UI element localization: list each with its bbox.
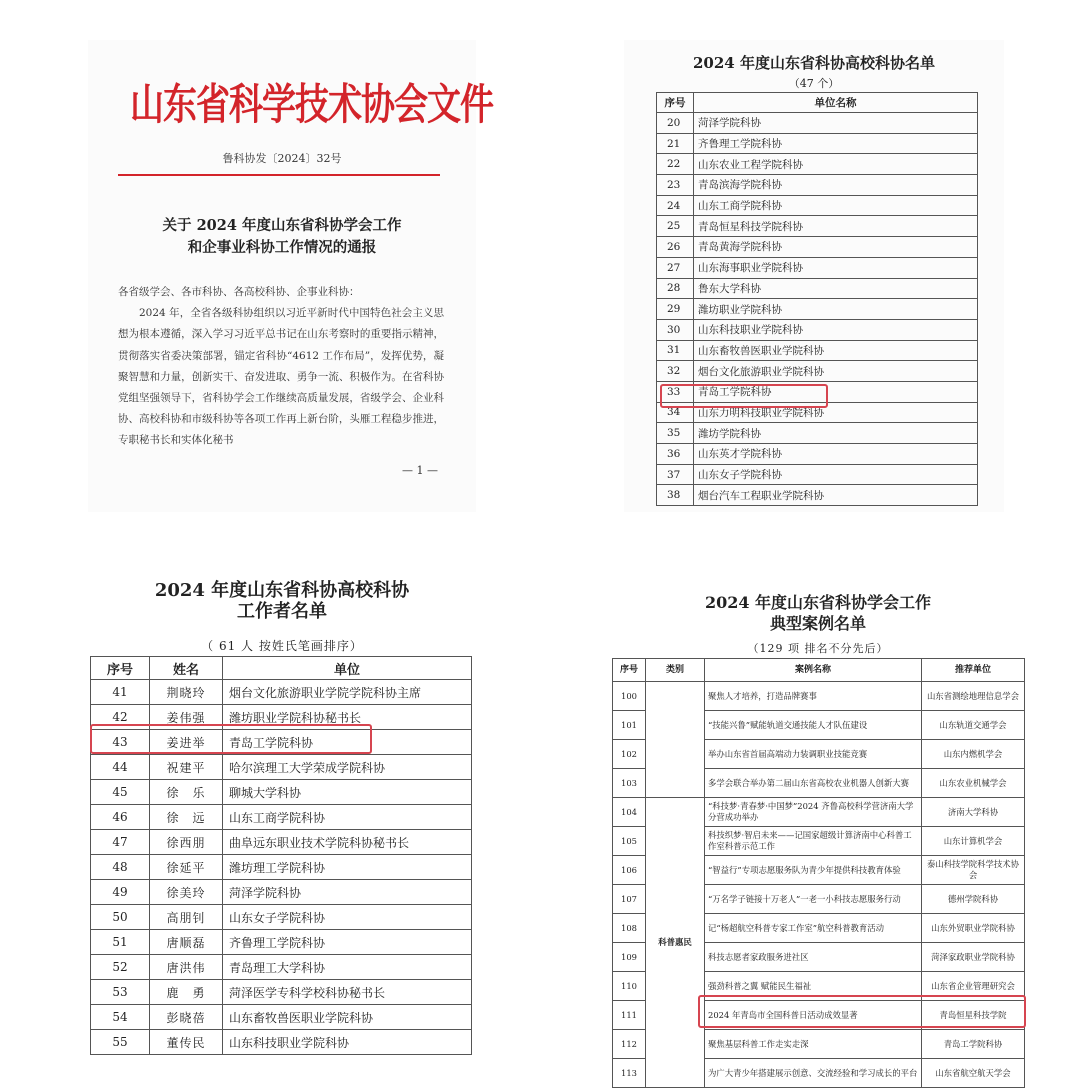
- col-cat-header: 类别: [646, 659, 705, 682]
- document-number: 鲁科协发〔2024〕32号: [222, 152, 342, 165]
- recommending-unit: 山东农业机械学会: [922, 769, 1025, 798]
- table-row: [657, 175, 978, 196]
- category-cell-empty: [646, 682, 705, 798]
- worker-unit: 山东畜牧兽医职业学院科协: [223, 1005, 472, 1030]
- row-number: 102: [613, 740, 646, 769]
- case-name: “智益行”专项志愿服务队为青少年提供科技教育体验: [705, 856, 922, 885]
- row-number: 108: [613, 914, 646, 943]
- row-number: 45: [91, 780, 150, 805]
- worker-unit: 山东女子学院科协: [223, 905, 472, 930]
- row-number: 21: [657, 133, 694, 154]
- category-cell: 科普惠民: [646, 798, 705, 1088]
- worker-unit: 潍坊理工学院科协: [223, 855, 472, 880]
- row-number: 47: [91, 830, 150, 855]
- college-name: 鲁东大学科协: [694, 278, 978, 299]
- table-row: [91, 855, 472, 880]
- worker-unit: 青岛工学院科协: [223, 730, 472, 755]
- college-name: 山东科技职业学院科协: [694, 319, 978, 340]
- title-line-1: 关于 2024 年度山东省科协学会工作: [162, 217, 402, 234]
- table-row: [657, 154, 978, 175]
- table-row: [657, 381, 978, 402]
- table-row: [657, 464, 978, 485]
- document-cover-panel: [88, 40, 493, 512]
- case-name: 举办山东省首届高端动力装调职业技能竞赛: [705, 740, 922, 769]
- recommending-unit: 山东省企业管理研究会: [922, 972, 1025, 1001]
- row-number: 27: [657, 257, 694, 278]
- row-number: 42: [91, 705, 150, 730]
- row-number: 31: [657, 340, 694, 361]
- row-number: 53: [91, 980, 150, 1005]
- case-name: 科技志愿者家政服务进社区: [705, 943, 922, 972]
- worker-name: 唐洪伟: [150, 955, 223, 980]
- worker-unit: 哈尔滨理工大学荣成学院科协: [223, 755, 472, 780]
- table-row: [657, 257, 978, 278]
- worker-name: 高朋钊: [150, 905, 223, 930]
- recommending-unit: 德州学院科协: [922, 885, 1025, 914]
- worker-unit: 青岛理工大学科协: [223, 955, 472, 980]
- row-number: 106: [613, 856, 646, 885]
- case-table: [612, 658, 1025, 1088]
- case-name: 2024 年青岛市全国科普日活动成效显著: [705, 1001, 922, 1030]
- college-name: 山东力明科技职业学院科协: [694, 402, 978, 423]
- table-row: [91, 705, 472, 730]
- worker-unit: 菏泽学院科协: [223, 880, 472, 905]
- title-line-2: 和企事业科协工作情况的通报: [187, 239, 377, 256]
- college-name: 山东英才学院科协: [694, 444, 978, 465]
- worker-unit: 山东科技职业学院科协: [223, 1030, 472, 1055]
- recommending-unit: 泰山科技学院科学技术协会: [922, 856, 1025, 885]
- college-name: 齐鲁理工学院科协: [694, 133, 978, 154]
- table-row: [657, 485, 978, 506]
- table-row: [657, 113, 978, 134]
- worker-unit: 山东工商学院科协: [223, 805, 472, 830]
- row-number: 34: [657, 402, 694, 423]
- case-list-panel: [608, 582, 1028, 1078]
- recommending-unit: 山东省测绘地理信息学会: [922, 682, 1025, 711]
- worker-name: 姜进举: [150, 730, 223, 755]
- recommending-unit: 青岛恒星科技学院: [922, 1001, 1025, 1030]
- col-name-header: 姓名: [150, 657, 223, 680]
- row-number: 41: [91, 680, 150, 705]
- case-name: 聚焦人才培养，打造品牌赛事: [705, 682, 922, 711]
- case-name: 多学会联合举办第二届山东省高校农业机器人创新大赛: [705, 769, 922, 798]
- worker-list-panel: [88, 578, 476, 1058]
- worker-name: 董传民: [150, 1030, 223, 1055]
- row-number: 112: [613, 1030, 646, 1059]
- worker-unit: 菏泽医学专科学校科协秘书长: [223, 980, 472, 1005]
- table-row: [657, 133, 978, 154]
- col-case-header: 案例名称: [705, 659, 922, 682]
- row-number: 46: [91, 805, 150, 830]
- college-name: 青岛恒星科技学院科协: [694, 216, 978, 237]
- worker-name: 唐顺磊: [150, 930, 223, 955]
- case-name: 科技织梦·智启未来——记国家超级计算济南中心科普工作室科普示范工作: [705, 827, 922, 856]
- table-row: [91, 1005, 472, 1030]
- worker-name: 徐美玲: [150, 880, 223, 905]
- worker-title-line-1: 2024 年度山东省科协高校科协: [154, 580, 410, 601]
- recommending-unit: 青岛工学院科协: [922, 1030, 1025, 1059]
- table-row: [91, 730, 472, 755]
- college-name: 潍坊职业学院科协: [694, 299, 978, 320]
- row-number: 26: [657, 237, 694, 258]
- table-row: [657, 361, 978, 382]
- college-name: 菏泽学院科协: [694, 113, 978, 134]
- col-no-header: 序号: [613, 659, 646, 682]
- table-row: [91, 905, 472, 930]
- row-number: 32: [657, 361, 694, 382]
- worker-unit: 烟台文化旅游职业学院学院科协主席: [223, 680, 472, 705]
- table-row: [613, 682, 1025, 711]
- college-name: 潍坊学院科协: [694, 423, 978, 444]
- table-row: [657, 237, 978, 258]
- table-row: [657, 278, 978, 299]
- table-row: [91, 1030, 472, 1055]
- col-no-header: 序号: [657, 93, 694, 113]
- table-row: [657, 319, 978, 340]
- col-no-header: 序号: [91, 657, 150, 680]
- page-number: — 1 —: [402, 464, 438, 477]
- college-list-title: 2024 年度山东省科协高校科协名单: [693, 54, 935, 72]
- row-number: 49: [91, 880, 150, 905]
- college-name: 烟台汽车工程职业学院科协: [694, 485, 978, 506]
- table-row: [91, 955, 472, 980]
- college-name: 青岛黄海学院科协: [694, 237, 978, 258]
- row-number: 30: [657, 319, 694, 340]
- table-row: [657, 423, 978, 444]
- row-number: 48: [91, 855, 150, 880]
- worker-name: 彭晓蓓: [150, 1005, 223, 1030]
- table-row: [91, 680, 472, 705]
- recommending-unit: 山东轨道交通学会: [922, 711, 1025, 740]
- recommending-unit: 山东省航空航天学会: [922, 1059, 1025, 1088]
- row-number: 100: [613, 682, 646, 711]
- college-name: 山东农业工程学院科协: [694, 154, 978, 175]
- college-name: 山东海事职业学院科协: [694, 257, 978, 278]
- college-name: 山东女子学院科协: [694, 464, 978, 485]
- table-row: [91, 780, 472, 805]
- case-list-subtitle: （129 项 排名不分先后）: [747, 642, 889, 655]
- case-name: “技能兴鲁”赋能轨道交通技能人才队伍建设: [705, 711, 922, 740]
- college-name: 青岛工学院科协: [694, 381, 978, 402]
- case-title-line-1: 2024 年度山东省科协学会工作: [704, 593, 932, 612]
- recommending-unit: 山东计算机学会: [922, 827, 1025, 856]
- col-name-header: 单位名称: [694, 93, 978, 113]
- worker-unit: 曲阜远东职业技术学院科协秘书长: [223, 830, 472, 855]
- row-number: 104: [613, 798, 646, 827]
- table-row: [91, 980, 472, 1005]
- recommending-unit: 济南大学科协: [922, 798, 1025, 827]
- red-divider: [118, 174, 440, 176]
- row-number: 113: [613, 1059, 646, 1088]
- table-row: [91, 930, 472, 955]
- recommending-unit: 山东外贸职业学院科协: [922, 914, 1025, 943]
- case-name: 为广大青少年搭建展示创意、交流经验和学习成长的平台: [705, 1059, 922, 1088]
- row-number: 50: [91, 905, 150, 930]
- row-number: 35: [657, 423, 694, 444]
- row-number: 38: [657, 485, 694, 506]
- table-row: [657, 299, 978, 320]
- case-title-line-2: 典型案例名单: [769, 614, 866, 633]
- table-row: [613, 798, 1025, 827]
- row-number: 23: [657, 175, 694, 196]
- row-number: 103: [613, 769, 646, 798]
- worker-name: 姜伟强: [150, 705, 223, 730]
- case-name: “万名学子链接十万老人”一老一小科技志愿服务行动: [705, 885, 922, 914]
- row-number: 54: [91, 1005, 150, 1030]
- worker-list-title: [88, 580, 476, 622]
- row-number: 44: [91, 755, 150, 780]
- row-number: 105: [613, 827, 646, 856]
- worker-name: 鹿 勇: [150, 980, 223, 1005]
- table-row: [91, 755, 472, 780]
- row-number: 28: [657, 278, 694, 299]
- case-name: “科技梦·青春梦·中国梦”2024 齐鲁高校科学营济南大学分营成功举办: [705, 798, 922, 827]
- college-list-subtitle: （47 个）: [788, 77, 840, 90]
- table-row: [657, 216, 978, 237]
- college-list-panel: [624, 40, 1004, 512]
- worker-name: 徐 乐: [150, 780, 223, 805]
- worker-unit: 聊城大学科协: [223, 780, 472, 805]
- table-row: [657, 195, 978, 216]
- worker-name: 祝建平: [150, 755, 223, 780]
- worker-name: 徐西朋: [150, 830, 223, 855]
- row-number: 20: [657, 113, 694, 134]
- col-unit-header: 推荐单位: [922, 659, 1025, 682]
- worker-table: [90, 656, 472, 1055]
- recommending-unit: 山东内燃机学会: [922, 740, 1025, 769]
- row-number: 111: [613, 1001, 646, 1030]
- worker-name: 徐延平: [150, 855, 223, 880]
- table-row: [91, 805, 472, 830]
- table-row: [657, 340, 978, 361]
- table-row: [657, 444, 978, 465]
- college-name: 青岛滨海学院科协: [694, 175, 978, 196]
- worker-unit: 齐鲁理工学院科协: [223, 930, 472, 955]
- row-number: 51: [91, 930, 150, 955]
- row-number: 43: [91, 730, 150, 755]
- document-header: 山东省科学技术协会文件: [130, 80, 493, 130]
- row-number: 33: [657, 381, 694, 402]
- body-paragraph: 2024 年，全省各级科协组织以习近平新时代中国特色社会主义思想为根本遵循，深入学习习近平总书记在山东考察时的重要指示精神，贯彻落实省委决策部署，锚定省科协“4612 工作布局”，发挥优势，凝聚智慧和力量，创新实干、奋发进取、勇争一流、积极作为。在省科协党组坚强领导下，省科协学会工作继续高质量发展，省级学会、企业科协、高校科协和市级科协等各项工作再上新台阶，头雁工程稳步推进，专职秘书长和实体化秘书: [118, 307, 444, 447]
- row-number: 109: [613, 943, 646, 972]
- worker-unit: 潍坊职业学院科协秘书长: [223, 705, 472, 730]
- document-title: [88, 215, 476, 259]
- row-number: 36: [657, 444, 694, 465]
- salutation: 各省级学会、各市科协、各高校科协、企事业科协：: [118, 286, 360, 298]
- college-name: 山东畜牧兽医职业学院科协: [694, 340, 978, 361]
- worker-title-line-2: 工作者名单: [237, 601, 327, 622]
- row-number: 29: [657, 299, 694, 320]
- college-name: 烟台文化旅游职业学院科协: [694, 361, 978, 382]
- table-row: [91, 880, 472, 905]
- col-unit-header: 单位: [223, 657, 472, 680]
- row-number: 55: [91, 1030, 150, 1055]
- case-name: 记“杨超航空科普专家工作室”航空科普教育活动: [705, 914, 922, 943]
- case-name: 强劲科普之翼 赋能民生福祉: [705, 972, 922, 1001]
- row-number: 24: [657, 195, 694, 216]
- table-row: [91, 830, 472, 855]
- case-name: 聚焦基层科普工作走实走深: [705, 1030, 922, 1059]
- row-number: 107: [613, 885, 646, 914]
- row-number: 110: [613, 972, 646, 1001]
- college-name: 山东工商学院科协: [694, 195, 978, 216]
- document-body: [118, 282, 444, 452]
- row-number: 37: [657, 464, 694, 485]
- worker-name: 徐 远: [150, 805, 223, 830]
- worker-list-subtitle: （ 61 人 按姓氏笔画排序）: [201, 639, 363, 653]
- college-table: [656, 92, 978, 506]
- row-number: 101: [613, 711, 646, 740]
- row-number: 25: [657, 216, 694, 237]
- table-row: [657, 402, 978, 423]
- case-list-title: [608, 592, 1028, 634]
- row-number: 22: [657, 154, 694, 175]
- row-number: 52: [91, 955, 150, 980]
- recommending-unit: 菏泽家政职业学院科协: [922, 943, 1025, 972]
- worker-name: 荆晓玲: [150, 680, 223, 705]
